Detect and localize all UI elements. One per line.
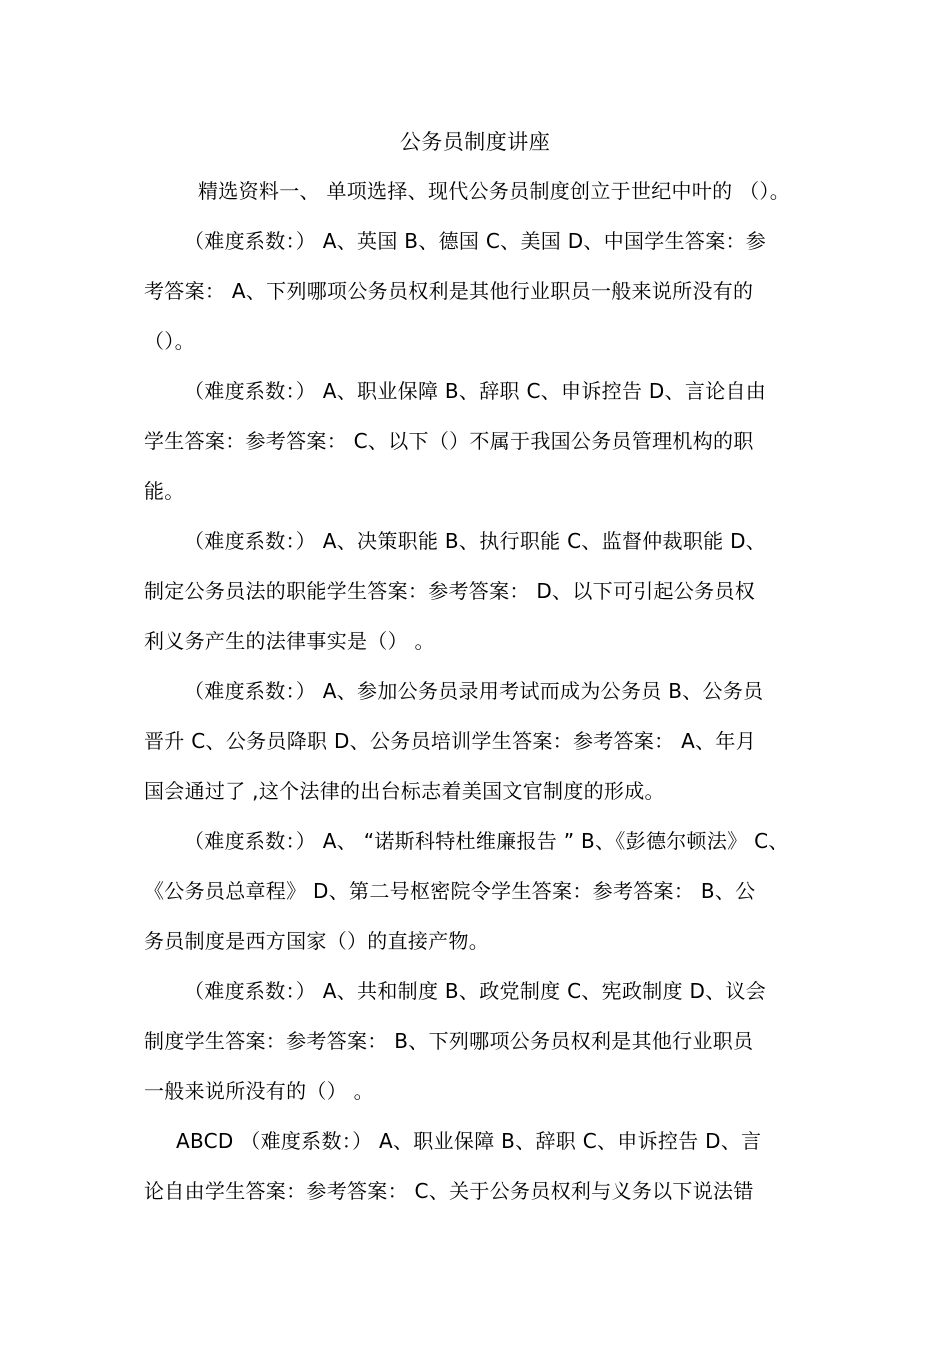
text-line: （难度系数：） A、 “诺斯科特杜维廉报告 ” B、《彭德尔顿法》 C、 xyxy=(184,829,789,853)
text-line: 制度学生答案：参考答案： B、下列哪项公务员权利是其他行业职员 xyxy=(144,1029,754,1053)
text-line: （）。 xyxy=(144,329,195,353)
text-line: 务员制度是西方国家（）的直接产物。 xyxy=(144,929,490,953)
text-line: （难度系数：） A、英国 B、德国 C、美国 D、中国学生答案：参 xyxy=(184,229,767,253)
text-line: 一般来说所没有的（） 。 xyxy=(144,1079,374,1103)
text-line: （难度系数：） A、参加公务员录用考试而成为公务员 B、公务员 xyxy=(184,679,764,703)
text-line: 能。 xyxy=(144,479,185,503)
text-line: ABCD （难度系数：） A、职业保障 B、辞职 C、申诉控告 D、言 xyxy=(176,1129,762,1153)
text-line: 精选资料一、 单项选择、现代公务员制度创立于世纪中叶的 （）。 xyxy=(198,179,791,203)
text-line: 制定公务员法的职能学生答案：参考答案： D、以下可引起公务员权 xyxy=(144,579,756,603)
text-line: 考答案： A、下列哪项公务员权利是其他行业职员一般来说所没有的 xyxy=(144,279,754,303)
text-line: 利义务产生的法律事实是（） 。 xyxy=(144,629,435,653)
text-line: 《公务员总章程》 D、第二号枢密院令学生答案：参考答案： B、公 xyxy=(144,879,756,903)
text-line: （难度系数：） A、决策职能 B、执行职能 C、监督仲裁职能 D、 xyxy=(184,529,767,553)
text-line: （难度系数：） A、共和制度 B、政党制度 C、宪政制度 D、议会 xyxy=(184,979,767,1003)
text-line: 晋升 C、公务员降职 D、公务员培训学生答案：参考答案： A、年月 xyxy=(144,729,757,753)
text-line: 论自由学生答案：参考答案： C、关于公务员权利与义务以下说法错 xyxy=(144,1179,754,1203)
text-line: （难度系数：） A、职业保障 B、辞职 C、申诉控告 D、言论自由 xyxy=(184,379,767,403)
text-line: 学生答案：参考答案： C、以下（）不属于我国公务员管理机构的职 xyxy=(144,429,754,453)
text-line: 国会通过了 ,这个法律的出台标志着美国文官制度的形成。 xyxy=(144,779,665,803)
document-title: 公务员制度讲座 xyxy=(399,130,551,154)
